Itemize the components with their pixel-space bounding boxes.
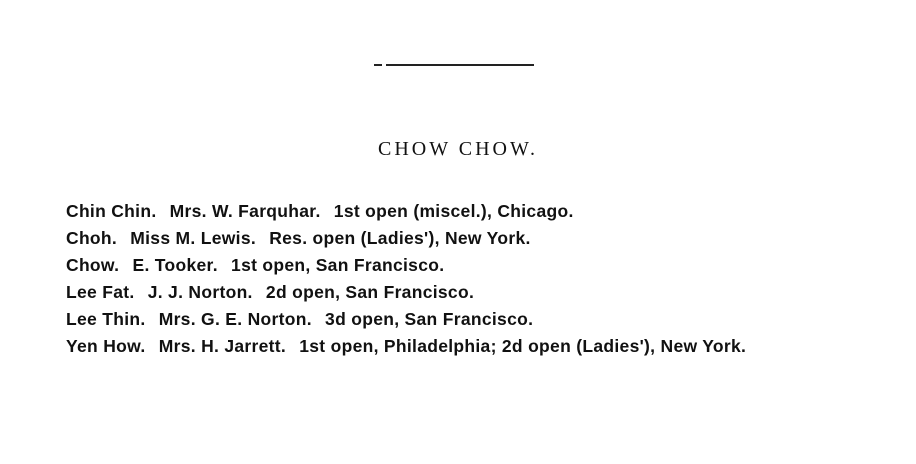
award-text: 1st open (miscel.), Chicago.: [333, 201, 574, 221]
list-item: [66, 198, 866, 225]
divider-line: [386, 64, 534, 66]
list-item: [66, 279, 866, 306]
owner-name: Mrs. W. Farquhar.: [169, 201, 321, 221]
dog-name: Lee Fat.: [66, 282, 135, 302]
owner-name: E. Tooker.: [132, 255, 218, 275]
dog-name: Lee Thin.: [66, 309, 146, 329]
dog-name: Chow.: [66, 255, 120, 275]
owner-name: Mrs. H. Jarrett.: [158, 336, 287, 356]
award-text: Res. open (Ladies'), New York.: [269, 228, 531, 248]
award-text: 2d open, San Francisco.: [265, 282, 475, 302]
award-text: 1st open, Philadelphia; 2d open (Ladies'), New York.: [299, 336, 747, 356]
list-item: [66, 333, 866, 360]
list-item: [66, 252, 866, 279]
divider-dash: [374, 64, 382, 66]
owner-name: Miss M. Lewis.: [130, 228, 257, 248]
dog-name: Chin Chin.: [66, 201, 157, 221]
award-text: 1st open, San Francisco.: [231, 255, 445, 275]
dog-name: Choh.: [66, 228, 118, 248]
list-item: [66, 225, 866, 252]
award-text: 3d open, San Francisco.: [325, 309, 534, 329]
list-item: [66, 306, 866, 333]
dog-name: Yen How.: [66, 336, 146, 356]
section-divider: [374, 64, 534, 66]
owner-name: Mrs. G. E. Norton.: [158, 309, 312, 329]
owner-name: J. J. Norton.: [147, 282, 253, 302]
section-title: CHOW CHOW.: [377, 138, 538, 160]
entry-list: [66, 198, 866, 360]
